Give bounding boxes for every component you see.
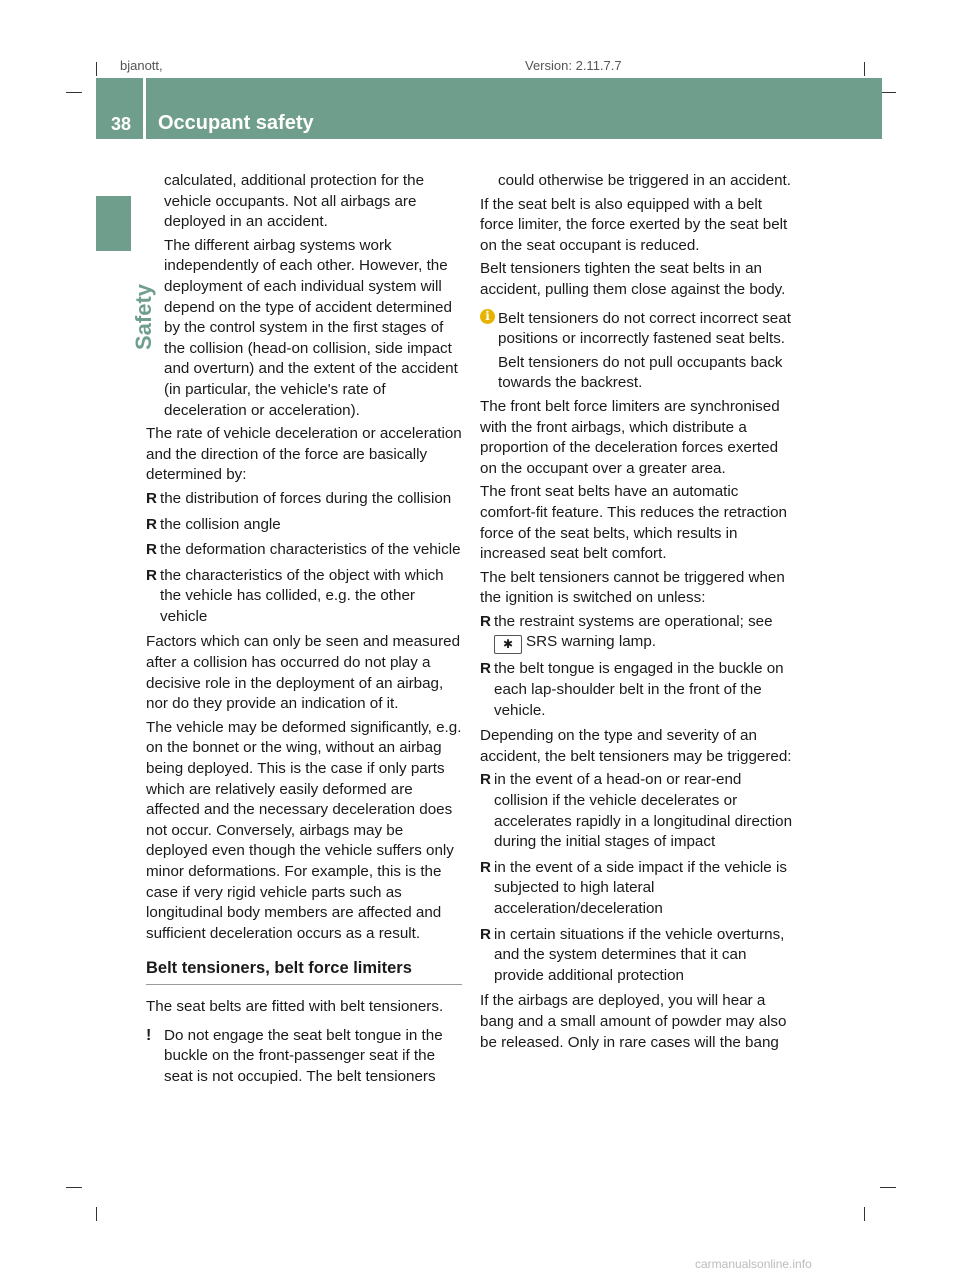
paragraph: The front belt force limiters are synchronised with the front airbags, which distribute a proportion of the deceleration forces exerted on the occupant over a greater area. <box>480 397 780 477</box>
bullet-icon: R <box>480 925 491 943</box>
crop-mark <box>66 1187 82 1188</box>
paragraph: could otherwise be triggered in an accident. <box>498 172 791 189</box>
crop-mark <box>96 1207 97 1221</box>
list-item: R the collision angle <box>146 515 462 536</box>
list-item: R in certain situations if the vehicle overturns, and the system determines that it can provide additional protection <box>480 925 785 984</box>
crop-mark <box>66 92 82 93</box>
info-note-continued: Belt tensioners do not pull occupants back towards the backrest. <box>498 353 783 392</box>
paragraph: The front seat belts have an automatic comfort-fit feature. This reduces the retraction force of the seat belts, which results in increased seat belt comfort. <box>480 483 787 563</box>
info-note: i Belt tensioners do not correct incorrect seat positions or incorrectly fastened seat belts. <box>480 309 796 350</box>
paragraph: Depending on the type and severity of an accident, the belt tensioners may be triggered: <box>480 727 792 765</box>
paragraph: Belt tensioners tighten the seat belts in an accident, pulling them close against the body. <box>480 260 786 298</box>
crop-mark <box>880 1187 896 1188</box>
list-item: R in the event of a head-on or rear-end collision if the vehicle decelerates or accelerates rapidly in a longitudinal direction during the initial stages of impact <box>480 771 793 851</box>
right-column <box>480 171 796 1056</box>
list-item: R the characteristics of the object with which the vehicle has collided, e.g. the other vehicle <box>146 566 444 625</box>
list-item: R the restraint systems are operational; see ✱ SRS warning lamp. <box>480 612 796 655</box>
bullet-icon: R <box>146 489 157 507</box>
page-number: 38 <box>111 114 132 134</box>
left-column <box>146 171 462 1090</box>
warning-icon: ! <box>146 1026 152 1044</box>
paragraph: The rate of vehicle deceleration or acceleration and the direction of the force are basically determined by: <box>146 425 462 484</box>
paragraph: calculated, additional protection for the vehicle occupants. Not all airbags are deployed in an accident. <box>164 172 425 231</box>
section-title: Occupant safety <box>158 112 314 134</box>
side-tab-label: Safety <box>131 283 156 350</box>
bullet-icon: R <box>146 541 157 559</box>
list-item: R the distribution of forces during the collision <box>146 489 462 510</box>
subsection-heading: Belt tensioners, belt force limiters <box>146 958 462 985</box>
crop-mark <box>96 62 97 76</box>
paragraph: If the airbags are deployed, you will hear a bang and a small amount of powder may also be released. Only in rare cases will the bang <box>480 992 787 1051</box>
crop-mark <box>864 62 865 76</box>
bullet-icon: R <box>480 771 491 789</box>
list-item: R the deformation characteristics of the vehicle <box>146 540 462 561</box>
paragraph: Factors which can only be seen and measured after a collision has occurred do not play a decisive role in the deployment of an airbag, nor do they provide an indication of it. <box>146 633 461 713</box>
version-meta: Version: 2.11.7.7 <box>525 58 622 73</box>
bullet-icon: R <box>146 515 157 533</box>
list-item: R the belt tongue is engaged in the buckle on each lap-shoulder belt in the front of the vehicle. <box>480 660 784 719</box>
bullet-icon: R <box>480 612 491 630</box>
watermark: carmanualsonline.info <box>695 1257 812 1271</box>
bullet-icon: R <box>146 566 157 584</box>
bullet-icon: R <box>480 858 491 876</box>
paragraph: If the seat belt is also equipped with a belt force limiter, the force exerted by the seat belt on the seat occupant is reduced. <box>480 195 788 254</box>
crop-mark <box>880 92 896 93</box>
header-divider <box>143 78 146 139</box>
srs-warning-lamp-icon: ✱ <box>494 635 522 654</box>
crop-mark <box>864 1207 865 1221</box>
paragraph: The different airbag systems work independently of each other. However, the deployment of each individual system will depend on the type of accident determined by the control system in the first stages of the collision (head-on collision, side impact and overturn) and the extent of the accident (in particular, the vehicle's rate of deceleration or acceleration). <box>164 236 458 419</box>
warning-note: ! Do not engage the seat belt tongue in the buckle on the front-passenger seat if the seat is not occupied. The belt tensioners <box>146 1026 443 1085</box>
info-icon: i <box>480 309 495 324</box>
paragraph: The seat belts are fitted with belt tensioners. <box>146 997 444 1015</box>
paragraph: The vehicle may be deformed significantly, e.g. on the bonnet or the wing, without an airbag being deployed. This is the case if only parts which are relatively easily deformed are affected and the necessary deceleration does not occur. Conversely, airbags may be deployed even though the vehicle suffers only minor deformations. For example, this is the case if very rigid vehicle parts such as longitudinal body members are affected and sufficient deceleration occurs as a result. <box>146 718 462 942</box>
paragraph: The belt tensioners cannot be triggered when the ignition is switched on unless: <box>480 568 785 607</box>
list-item: R in the event of a side impact if the vehicle is subjected to high lateral acceleration/deceleration <box>480 858 787 917</box>
side-tab-block <box>96 196 131 251</box>
author-meta: bjanott, <box>120 58 163 73</box>
bullet-icon: R <box>480 660 491 678</box>
